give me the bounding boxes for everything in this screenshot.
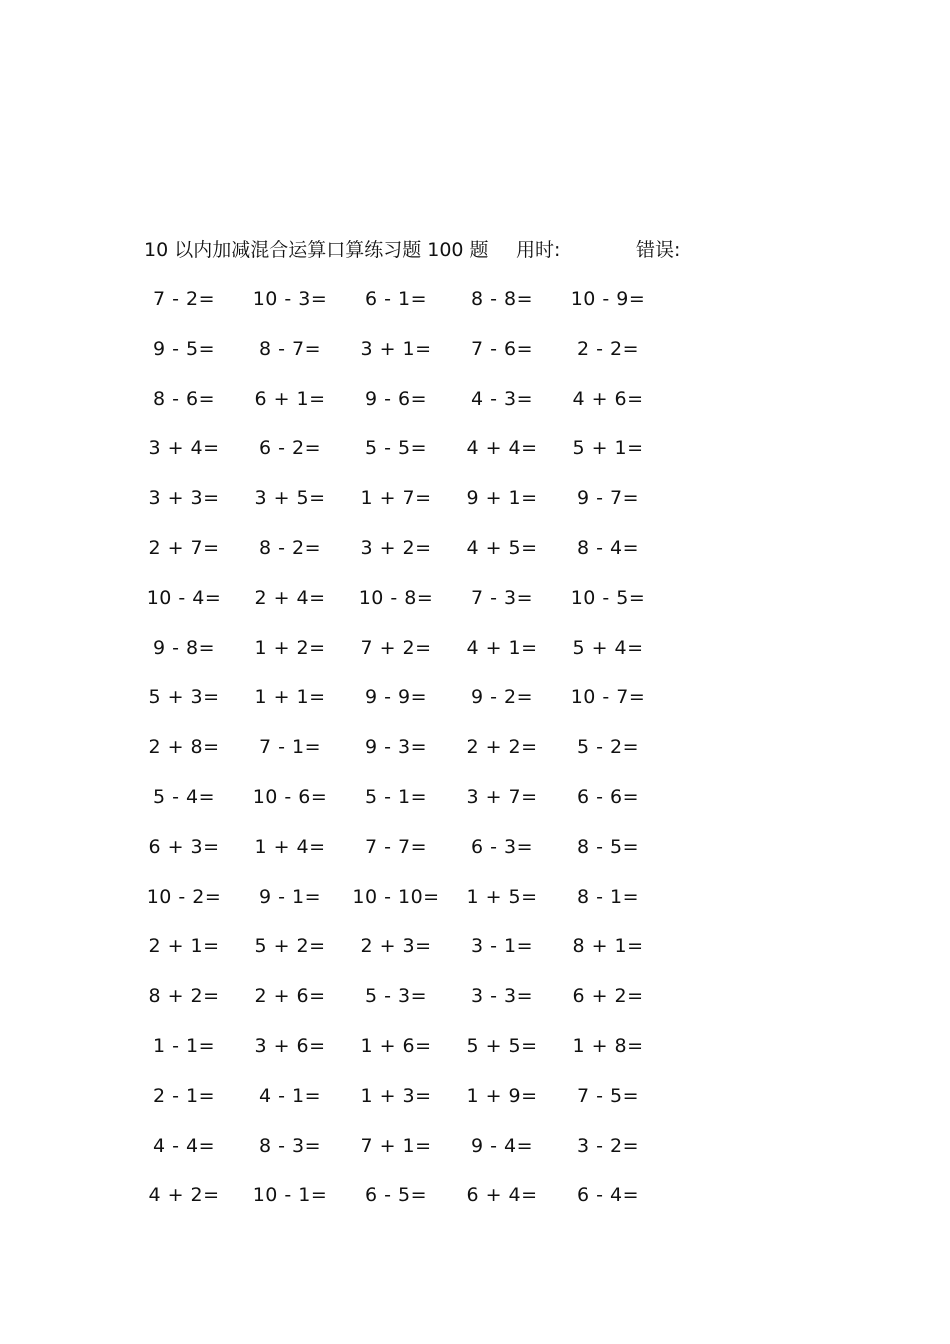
math-problem: 3 - 3= xyxy=(470,985,534,1008)
math-problem: 8 - 5= xyxy=(576,835,640,858)
math-problem: 6 + 4= xyxy=(466,1184,538,1207)
math-problem: 10 - 1= xyxy=(252,1184,328,1207)
math-problem: 7 + 1= xyxy=(360,1134,432,1157)
worksheet-title: 10 以内加减混合运算口算练习题 100 题 xyxy=(144,239,489,261)
problem-row xyxy=(0,832,950,862)
problem-row xyxy=(0,384,950,414)
math-problem: 10 - 3= xyxy=(252,288,328,310)
problem-row xyxy=(0,334,950,364)
math-problem: 5 + 1= xyxy=(572,437,644,460)
math-problem: 9 - 1= xyxy=(258,885,322,908)
math-problem: 3 + 4= xyxy=(148,437,220,460)
math-problem: 10 - 7= xyxy=(570,686,646,709)
math-problem: 2 + 3= xyxy=(360,935,432,958)
math-problem: 7 - 2= xyxy=(152,288,216,310)
math-problem: 8 - 7= xyxy=(258,337,322,360)
math-problem: 1 - 1= xyxy=(152,1035,216,1057)
math-problem: 2 + 4= xyxy=(254,586,326,609)
math-problem: 7 - 5= xyxy=(576,1084,640,1107)
problem-row xyxy=(0,1180,950,1210)
math-problem: 6 - 5= xyxy=(364,1184,428,1207)
math-problem: 1 + 8= xyxy=(572,1035,644,1057)
math-problem: 8 - 6= xyxy=(152,387,216,410)
math-problem: 8 + 2= xyxy=(148,985,220,1008)
math-problem: 9 + 1= xyxy=(466,487,538,510)
math-problem: 2 + 8= xyxy=(148,736,220,759)
math-problem: 3 + 1= xyxy=(360,337,432,360)
math-problem: 9 - 9= xyxy=(364,686,428,709)
math-problem: 1 + 5= xyxy=(466,885,538,908)
problem-row xyxy=(0,483,950,513)
math-problem: 4 - 3= xyxy=(470,387,534,410)
math-problem: 5 - 3= xyxy=(364,985,428,1008)
math-problem: 3 + 6= xyxy=(254,1035,326,1057)
problem-row xyxy=(0,981,950,1011)
math-problem: 7 - 6= xyxy=(470,337,534,360)
math-problem: 6 + 2= xyxy=(572,985,644,1008)
math-problem: 3 + 5= xyxy=(254,487,326,510)
math-problem: 6 - 1= xyxy=(364,288,428,310)
problem-row xyxy=(0,882,950,912)
math-problem: 5 - 1= xyxy=(364,786,428,808)
math-problem: 7 - 1= xyxy=(258,736,322,759)
math-problem: 6 - 3= xyxy=(470,835,534,858)
math-problem: 8 - 8= xyxy=(470,288,534,310)
math-problem: 4 + 5= xyxy=(466,537,538,559)
math-problem: 10 - 9= xyxy=(570,288,646,310)
math-problem: 4 + 4= xyxy=(466,437,538,460)
math-problem: 9 - 3= xyxy=(364,736,428,759)
math-problem: 5 - 2= xyxy=(576,736,640,759)
problem-row xyxy=(0,433,950,463)
math-problem: 1 + 7= xyxy=(360,487,432,510)
math-problem: 2 - 2= xyxy=(576,337,640,360)
math-problem: 3 + 7= xyxy=(466,786,538,808)
math-problem: 9 - 7= xyxy=(576,487,640,510)
math-problem: 2 - 1= xyxy=(152,1084,216,1107)
math-problem: 8 - 1= xyxy=(576,885,640,908)
math-problem: 10 - 5= xyxy=(570,586,646,609)
problem-row xyxy=(0,583,950,613)
math-problem: 10 - 2= xyxy=(146,885,222,908)
problem-row xyxy=(0,682,950,712)
math-problem: 8 - 2= xyxy=(258,537,322,559)
math-problem: 5 + 3= xyxy=(148,686,220,709)
problem-row xyxy=(0,732,950,762)
problem-row xyxy=(0,1081,950,1111)
math-problem: 3 + 2= xyxy=(360,537,432,559)
math-problem: 10 - 4= xyxy=(146,586,222,609)
math-problem: 6 + 1= xyxy=(254,387,326,410)
math-problem: 9 - 4= xyxy=(470,1134,534,1157)
problem-row xyxy=(0,782,950,812)
math-problem: 9 - 8= xyxy=(152,636,216,659)
math-problem: 9 - 5= xyxy=(152,337,216,360)
math-problem: 6 - 6= xyxy=(576,786,640,808)
math-problem: 1 + 9= xyxy=(466,1084,538,1107)
math-problem: 6 - 2= xyxy=(258,437,322,460)
math-problem: 5 + 4= xyxy=(572,636,644,659)
math-problem: 5 + 2= xyxy=(254,935,326,958)
math-problem: 4 + 2= xyxy=(148,1184,220,1207)
math-problem: 5 + 5= xyxy=(466,1035,538,1057)
math-problem: 4 + 1= xyxy=(466,636,538,659)
math-problem: 3 + 3= xyxy=(148,487,220,510)
math-problem: 6 + 3= xyxy=(148,835,220,858)
math-problem: 1 + 2= xyxy=(254,636,326,659)
math-problem: 4 - 4= xyxy=(152,1134,216,1157)
math-problem: 6 - 4= xyxy=(576,1184,640,1207)
math-problem: 7 + 2= xyxy=(360,636,432,659)
math-problem: 5 - 4= xyxy=(152,786,216,808)
math-problem: 9 - 2= xyxy=(470,686,534,709)
math-problem: 2 + 7= xyxy=(148,537,220,559)
math-problem: 8 - 3= xyxy=(258,1134,322,1157)
math-problem: 7 - 7= xyxy=(364,835,428,858)
math-problem: 10 - 6= xyxy=(252,786,328,808)
math-problem: 1 + 1= xyxy=(254,686,326,709)
problem-row xyxy=(0,533,950,563)
time-used-label: 用时: xyxy=(516,239,561,261)
math-problem: 8 + 1= xyxy=(572,935,644,958)
math-problem: 10 - 8= xyxy=(358,586,434,609)
errors-label: 错误: xyxy=(636,239,681,261)
math-problem: 10 - 10= xyxy=(352,885,440,908)
math-problem: 2 + 1= xyxy=(148,935,220,958)
problem-row xyxy=(0,1131,950,1161)
problem-row xyxy=(0,633,950,663)
math-problem: 1 + 6= xyxy=(360,1035,432,1057)
math-problem: 2 + 2= xyxy=(466,736,538,759)
math-problem: 1 + 3= xyxy=(360,1084,432,1107)
math-problem: 1 + 4= xyxy=(254,835,326,858)
math-problem: 4 - 1= xyxy=(258,1084,322,1107)
math-problem: 8 - 4= xyxy=(576,537,640,559)
math-problem: 9 - 6= xyxy=(364,387,428,410)
math-problem: 3 - 1= xyxy=(470,935,534,958)
math-problem: 3 - 2= xyxy=(576,1134,640,1157)
math-problem: 2 + 6= xyxy=(254,985,326,1008)
math-problem: 4 + 6= xyxy=(572,387,644,410)
problem-row xyxy=(0,931,950,961)
math-problem: 5 - 5= xyxy=(364,437,428,460)
problem-row xyxy=(0,1031,950,1061)
math-problem: 7 - 3= xyxy=(470,586,534,609)
problem-row xyxy=(0,284,950,314)
